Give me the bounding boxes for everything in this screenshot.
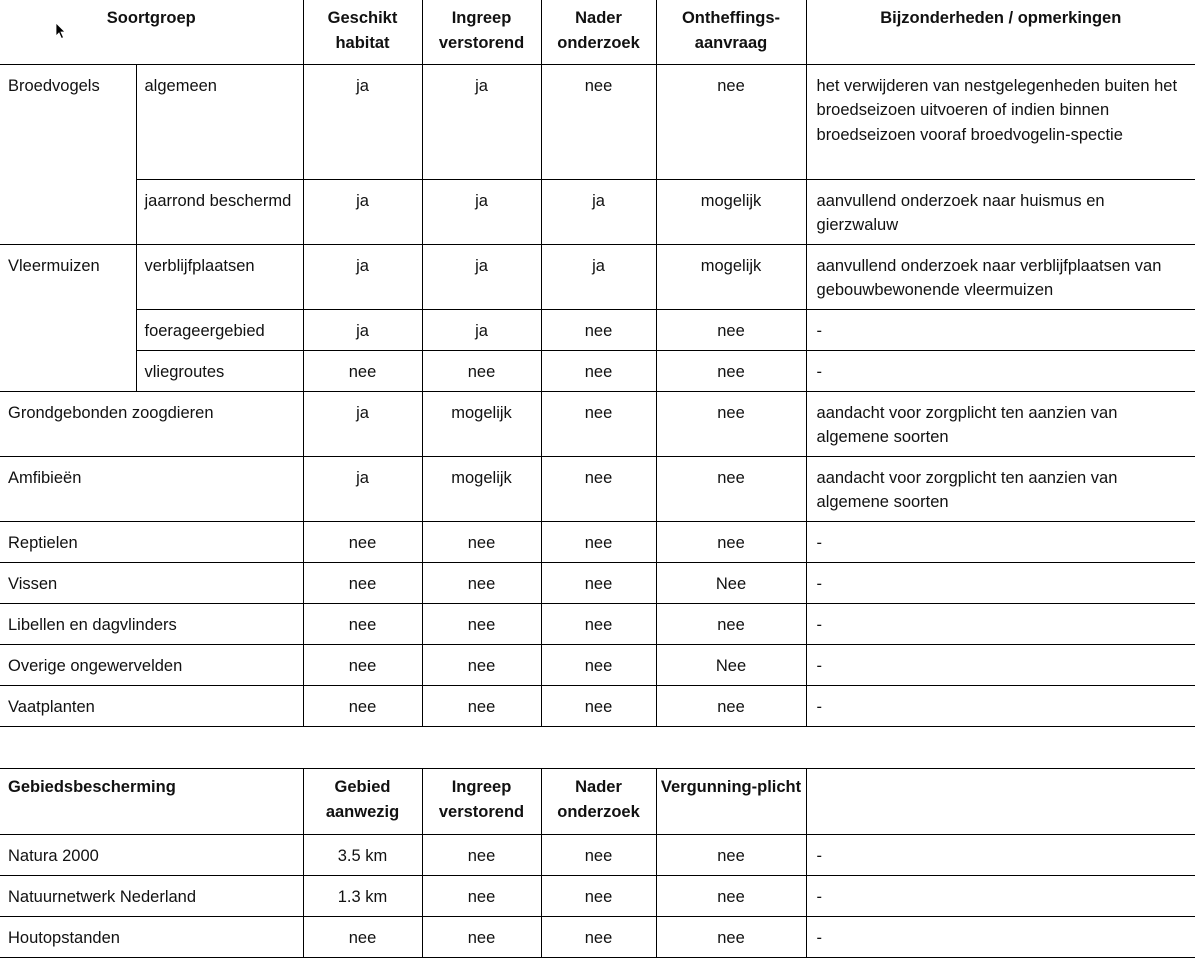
- ontheffing-value: nee: [656, 350, 806, 391]
- header-ingreep-verstorend: Ingreep verstorend: [422, 769, 541, 835]
- area-label: Natura 2000: [0, 835, 303, 876]
- table-row: [0, 391, 1195, 456]
- header-empty: [806, 769, 1195, 835]
- table-row: [0, 521, 1195, 562]
- remark-value: -: [806, 685, 1195, 726]
- ingreep-value: ja: [422, 244, 541, 309]
- ontheffing-value: mogelijk: [656, 179, 806, 244]
- table-row: [0, 917, 1195, 958]
- remark-value: aandacht voor zorgplicht ten aanzien van algemene soorten: [806, 456, 1195, 521]
- nader-value: ja: [541, 244, 656, 309]
- ingreep-value: ja: [422, 309, 541, 350]
- table-row: [0, 179, 1195, 244]
- nader-value: nee: [541, 456, 656, 521]
- table-row: [0, 244, 1195, 309]
- nader-value: nee: [541, 309, 656, 350]
- habitat-value: ja: [303, 244, 422, 309]
- species-header-row: [0, 0, 1195, 64]
- ingreep-value: nee: [422, 521, 541, 562]
- habitat-value: nee: [303, 521, 422, 562]
- vergunning-value: nee: [656, 917, 806, 958]
- aanwezig-value: 3.5 km: [303, 835, 422, 876]
- group-label: Libellen en dagvlinders: [0, 603, 303, 644]
- table-row: [0, 685, 1195, 726]
- ingreep-value: nee: [422, 603, 541, 644]
- group-broedvogels: Broedvogels: [0, 64, 136, 244]
- area-header-row: [0, 769, 1195, 835]
- table-row: [0, 835, 1195, 876]
- ingreep-value: nee: [422, 562, 541, 603]
- subgroup-label: foerageergebied: [136, 309, 303, 350]
- nader-value: nee: [541, 685, 656, 726]
- header-gebiedsbescherming: Gebiedsbescherming: [0, 769, 303, 835]
- habitat-value: ja: [303, 456, 422, 521]
- vergunning-value: nee: [656, 876, 806, 917]
- ingreep-value: nee: [422, 685, 541, 726]
- habitat-value: nee: [303, 644, 422, 685]
- header-bijzonderheden: Bijzonderheden / opmerkingen: [806, 0, 1195, 64]
- remark-value: -: [806, 917, 1195, 958]
- remark-value: aanvullend onderzoek naar huismus en gierzwaluw: [806, 179, 1195, 244]
- ontheffing-value: nee: [656, 603, 806, 644]
- ingreep-value: nee: [422, 876, 541, 917]
- habitat-value: nee: [303, 350, 422, 391]
- nader-value: nee: [541, 835, 656, 876]
- habitat-value: ja: [303, 64, 422, 179]
- habitat-value: nee: [303, 685, 422, 726]
- ingreep-value: nee: [422, 644, 541, 685]
- ontheffing-value: Nee: [656, 562, 806, 603]
- ontheffing-value: nee: [656, 309, 806, 350]
- header-nader-onderzoek: Nader onderzoek: [541, 769, 656, 835]
- header-gebied-aanwezig: Gebied aanwezig: [303, 769, 422, 835]
- area-protection-table: [0, 768, 1195, 958]
- subgroup-label: algemeen: [136, 64, 303, 179]
- remark-value: -: [806, 876, 1195, 917]
- remark-value: -: [806, 603, 1195, 644]
- ingreep-value: nee: [422, 350, 541, 391]
- subgroup-label: jaarrond beschermd: [136, 179, 303, 244]
- subgroup-label: vliegroutes: [136, 350, 303, 391]
- table-row: [0, 562, 1195, 603]
- nader-value: nee: [541, 350, 656, 391]
- ontheffing-value: nee: [656, 391, 806, 456]
- ingreep-value: mogelijk: [422, 456, 541, 521]
- table-row: [0, 876, 1195, 917]
- remark-value: aandacht voor zorgplicht ten aanzien van algemene soorten: [806, 391, 1195, 456]
- group-label: Vissen: [0, 562, 303, 603]
- group-label: Amfibieën: [0, 456, 303, 521]
- area-label: Houtopstanden: [0, 917, 303, 958]
- remark-value: -: [806, 521, 1195, 562]
- ontheffing-value: nee: [656, 64, 806, 179]
- group-label: Reptielen: [0, 521, 303, 562]
- nader-value: ja: [541, 179, 656, 244]
- nader-value: nee: [541, 876, 656, 917]
- table-row: [0, 309, 1195, 350]
- area-label: Natuurnetwerk Nederland: [0, 876, 303, 917]
- table-row: [0, 456, 1195, 521]
- header-ontheffingsaanvraag: Ontheffings-aanvraag: [656, 0, 806, 64]
- nader-value: nee: [541, 917, 656, 958]
- ingreep-value: nee: [422, 835, 541, 876]
- remark-value: aanvullend onderzoek naar verblijfplaatsen van gebouwbewonende vleermuizen: [806, 244, 1195, 309]
- header-ingreep-verstorend: Ingreep verstorend: [422, 0, 541, 64]
- ontheffing-value: nee: [656, 521, 806, 562]
- ingreep-value: ja: [422, 64, 541, 179]
- habitat-value: nee: [303, 603, 422, 644]
- table-row: [0, 350, 1195, 391]
- group-label: Grondgebonden zoogdieren: [0, 391, 303, 456]
- group-label: Overige ongewervelden: [0, 644, 303, 685]
- table-row: [0, 64, 1195, 179]
- subgroup-label: verblijfplaatsen: [136, 244, 303, 309]
- ingreep-value: mogelijk: [422, 391, 541, 456]
- habitat-value: ja: [303, 179, 422, 244]
- habitat-value: ja: [303, 391, 422, 456]
- ontheffing-value: nee: [656, 456, 806, 521]
- nader-value: nee: [541, 521, 656, 562]
- table-row: [0, 644, 1195, 685]
- header-soortgroep: Soortgroep: [0, 0, 303, 64]
- nader-value: nee: [541, 391, 656, 456]
- remark-value: het verwijderen van nestgelegenheden buiten het broedseizoen uitvoeren of indien binnen broedseizoen vooraf broedvogelin-spectie: [806, 64, 1195, 179]
- habitat-value: nee: [303, 562, 422, 603]
- remark-value: -: [806, 350, 1195, 391]
- nader-value: nee: [541, 562, 656, 603]
- vergunning-value: nee: [656, 835, 806, 876]
- ingreep-value: ja: [422, 179, 541, 244]
- group-label: Vaatplanten: [0, 685, 303, 726]
- remark-value: -: [806, 562, 1195, 603]
- nader-value: nee: [541, 644, 656, 685]
- ontheffing-value: Nee: [656, 644, 806, 685]
- header-vergunningplicht: Vergunning-plicht: [656, 769, 806, 835]
- group-vleermuizen: Vleermuizen: [0, 244, 136, 391]
- header-geschikt-habitat: Geschikt habitat: [303, 0, 422, 64]
- aanwezig-value: nee: [303, 917, 422, 958]
- ontheffing-value: nee: [656, 685, 806, 726]
- table-row: [0, 603, 1195, 644]
- habitat-value: ja: [303, 309, 422, 350]
- remark-value: -: [806, 835, 1195, 876]
- ingreep-value: nee: [422, 917, 541, 958]
- remark-value: -: [806, 644, 1195, 685]
- ontheffing-value: mogelijk: [656, 244, 806, 309]
- remark-value: -: [806, 309, 1195, 350]
- nader-value: nee: [541, 64, 656, 179]
- aanwezig-value: 1.3 km: [303, 876, 422, 917]
- nader-value: nee: [541, 603, 656, 644]
- header-nader-onderzoek: Nader onderzoek: [541, 0, 656, 64]
